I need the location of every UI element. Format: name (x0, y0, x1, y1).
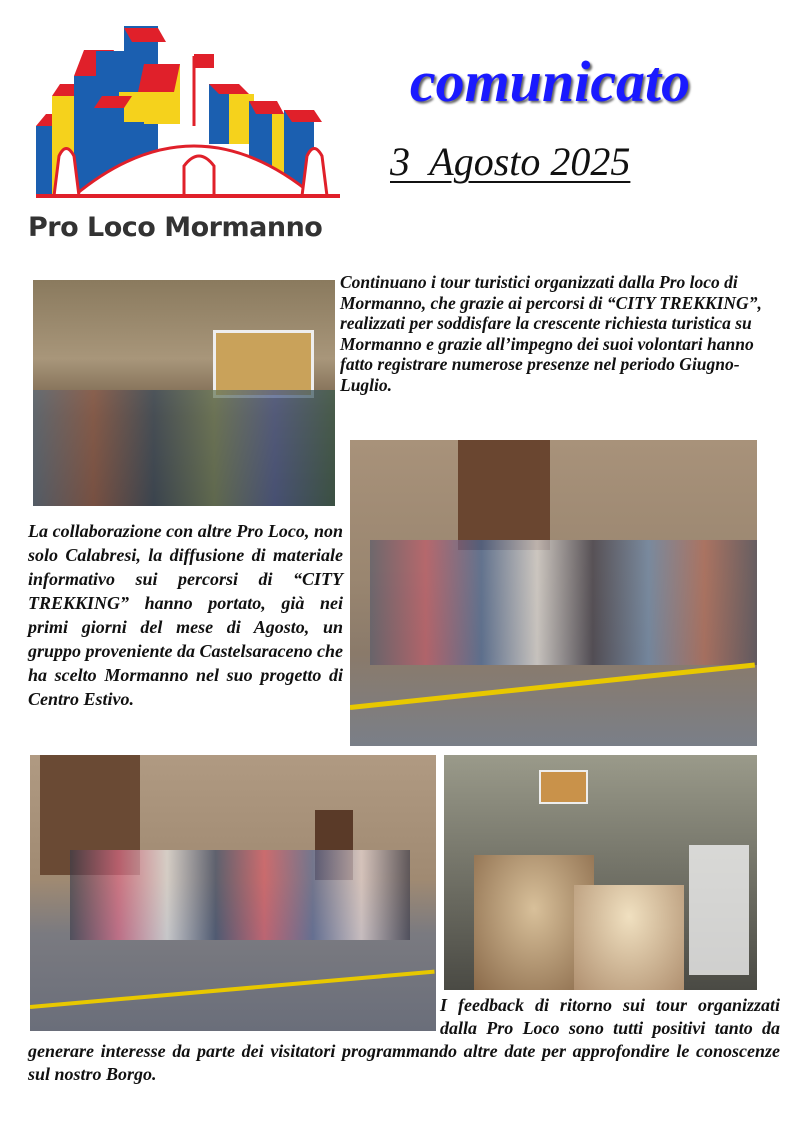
photo-visitors-interior (444, 755, 757, 990)
feedback-paragraph: I feedback di ritorno sui tour organizzati dalla Pro Loco sono tutti positivi tanto da generare interesse da parte dei visitatori programmando altre date per approfondire le conoscenze sul nostro Borgo. (28, 995, 780, 1084)
intro-paragraph: Continuano i tour turistici organizzati dalla Pro loco di Mormanno, che grazie ai percorsi di “CITY TREKKING”, realizzati per soddisfare la crescente richiesta turistica su Mormanno e grazie all’impegno dei suoi volontari hanno fatto registrare numerose presenze nel periodo Giugno-Luglio. (340, 272, 762, 395)
pro-loco-logo (34, 26, 344, 201)
date: 3 Agosto 2025 (390, 139, 631, 184)
page-title: comunicato (409, 49, 691, 114)
feedback-paragraph-container (28, 994, 780, 1086)
photo-gallery-visit (33, 280, 335, 506)
photo-church-steps-group (350, 440, 757, 746)
float-spacer (28, 994, 440, 1040)
photo-children-group (30, 755, 436, 1031)
collaboration-paragraph: La collaborazione con altre Pro Loco, non solo Calabresi, la diffusione di materiale informativo sui percorsi di “CITY TREKKING” hanno portato, già nei primi giorni del mese di Agosto, un gruppo proveniente da Castelsaraceno che ha scelto Mormanno nel suo progetto di Centro Estivo. (28, 521, 343, 709)
brand-name: Pro Loco Mormanno (28, 212, 323, 243)
